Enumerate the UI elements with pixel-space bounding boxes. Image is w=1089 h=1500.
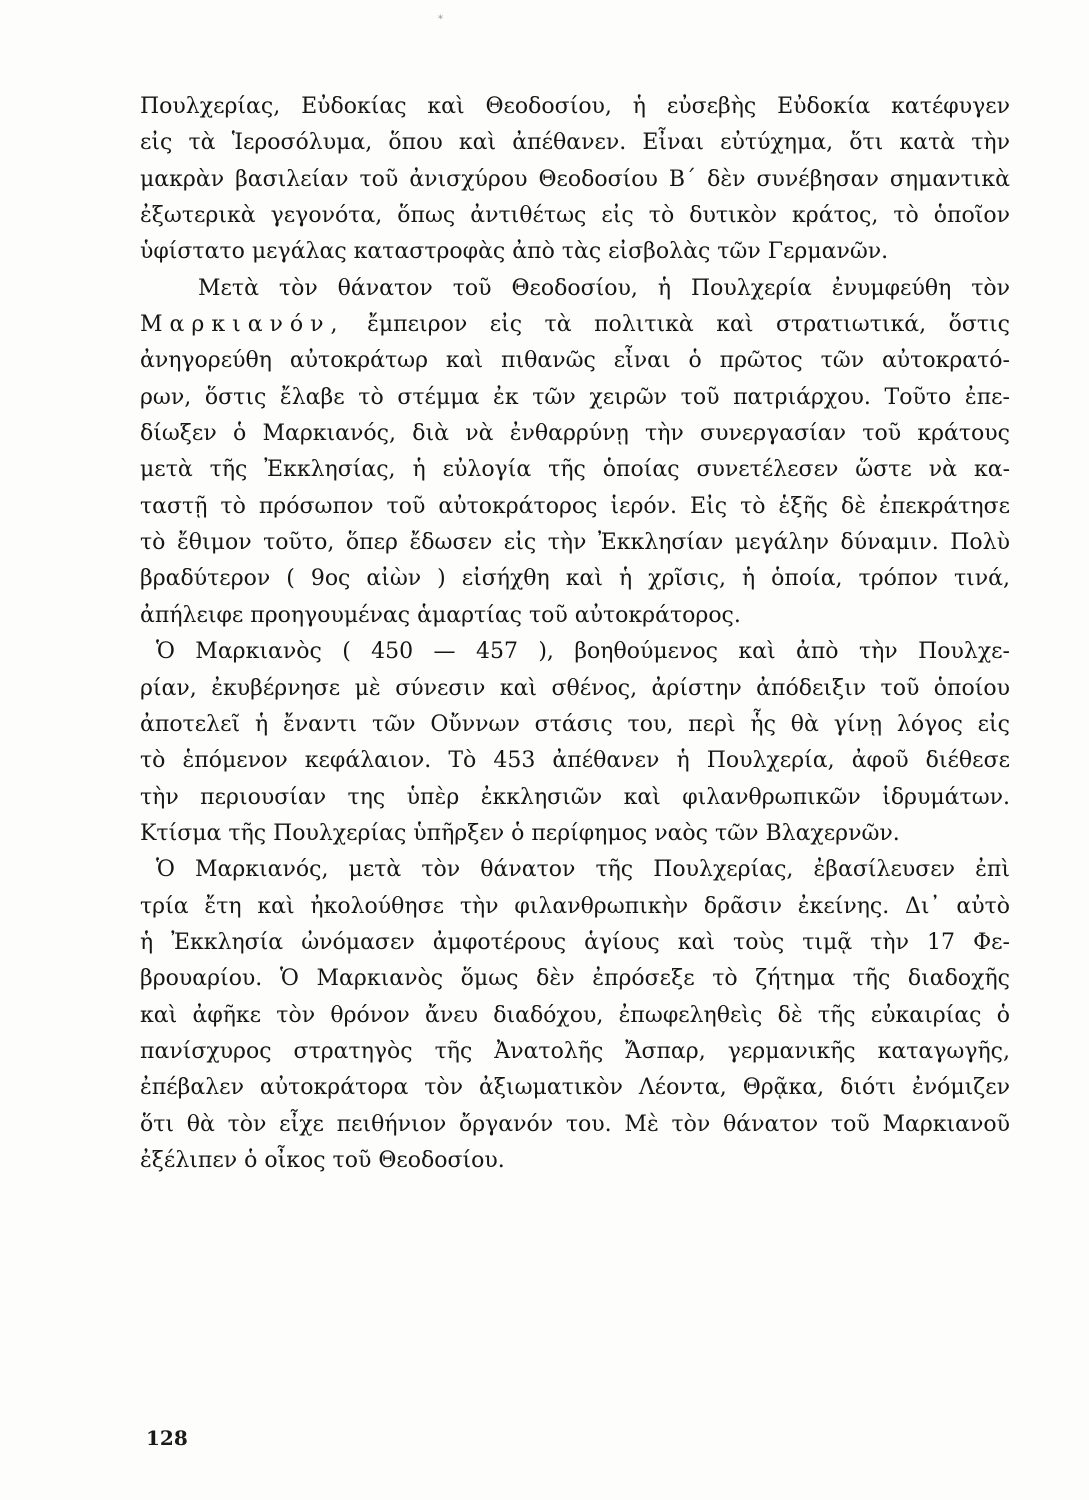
text-line: τὸ ἔθιμον τοῦτο, ὅπερ ἔδωσεν εἰς τὴν Ἐκκλησίαν μεγάλην δύναμιν. Πολὺ	[140, 530, 1010, 556]
text-line: μακρὰν βασιλείαν τοῦ ἀνισχύρου Θεοδοσίου Β΄ δὲν συνέβησαν σημαντικὰ	[140, 166, 1010, 192]
page-number: 128	[146, 1426, 188, 1450]
text-line: βρουαρίου. Ὁ Μαρκιανὸς ὅμως δὲν ἐπρόσεξε τὸ ζήτημα τῆς διαδοχῆς	[140, 966, 1010, 992]
text-line: πανίσχυρος στρατηγὸς τῆς Ἀνατολῆς Ἄσπαρ, γερμανικῆς καταγωγῆς,	[140, 1038, 1010, 1064]
text-line: εἰς τὰ Ἱεροσόλυμα, ὅπου καὶ ἀπέθανεν. Εἶναι εὐτύχημα, ὅτι κατὰ τὴν	[140, 130, 1010, 156]
text-line: Ὁ Μαρκιανὸς ( 450 — 457 ), βοηθούμενος καὶ ἀπὸ τὴν Πουλχε-	[156, 639, 1010, 665]
text-line: τρία ἔτη καὶ ἠκολούθησε τὴν φιλανθρωπικὴν δρᾶσιν ἐκείνης. Δι᾽ αὐτὸ	[140, 893, 1010, 919]
bleed-mark: *	[438, 14, 443, 25]
text-line: μετὰ τῆς Ἐκκλησίας, ἡ εὐλογία τῆς ὁποίας συνετέλεσεν ὥστε νὰ κα-	[140, 457, 1010, 483]
text-line: τὸ ἑπόμενον κεφάλαιον. Τὸ 453 ἀπέθανεν ἡ Πουλχερία, ἀφοῦ διέθεσε	[140, 748, 1010, 774]
spaced-name: Μαρκιανόν,	[140, 312, 345, 338]
text-line: τὴν περιουσίαν της ὑπὲρ ἐκκλησιῶν καὶ φιλανθρωπικῶν ἱδρυμάτων.	[140, 784, 1010, 810]
text-line: ἀνηγορεύθη αὐτοκράτωρ καὶ πιθανῶς εἶναι ὁ πρῶτος τῶν αὐτοκρατό-	[140, 348, 1010, 374]
text-line: Κτίσμα τῆς Πουλχερίας ὑπῆρξεν ὁ περίφημος ναὸς τῶν Βλαχερνῶν.	[140, 820, 900, 846]
text-line: Πουλχερίας, Εὐδοκίας καὶ Θεοδοσίου, ἡ εὐσεβὴς Εὐδοκία κατέφυγεν	[140, 94, 1010, 119]
text-line: δίωξεν ὁ Μαρκιανός, διὰ νὰ ἐνθαρρύνῃ τὴν συνεργασίαν τοῦ κράτους	[140, 421, 1010, 447]
text-line: καὶ ἀφῆκε τὸν θρόνον ἄνευ διαδόχου, ἐπωφεληθεὶς δὲ τῆς εὐκαιρίας ὁ	[140, 1002, 1010, 1028]
text-line: ἀποτελεῖ ἡ ἔναντι τῶν Οὔννων στάσις του, περὶ ἧς θὰ γίνῃ λόγος εἰς	[140, 711, 1010, 737]
text-line: ρίαν, ἐκυβέρνησε μὲ σύνεσιν καὶ σθένος, ἀρίστην ἀπόδειξιν τοῦ ὁποίου	[140, 675, 1010, 701]
text-line: ἡ Ἐκκλησία ὠνόμασεν ἀμφοτέρους ἁγίους καὶ τοὺς τιμᾷ τὴν 17 Φε-	[140, 929, 1010, 955]
text-line: ὅτι θὰ τὸν εἶχε πειθήνιον ὄργανόν του. Μὲ τὸν θάνατον τοῦ Μαρκιανοῦ	[140, 1111, 1010, 1137]
text-line: ταστῇ τὸ πρόσωπον τοῦ αὐτοκράτορος ἱερόν. Εἰς τὸ ἑξῆς δὲ ἐπεκράτησε	[140, 493, 1010, 519]
text-line: βραδύτερον ( 9ος αἰὼν ) εἰσήχθη καὶ ἡ χρῖσις, ἡ ὁποία, τρόπον τινά,	[140, 566, 1010, 592]
text-line: Ὁ Μαρκιανός, μετὰ τὸν θάνατον τῆς Πουλχερίας, ἐβασίλευσεν ἐπὶ	[156, 857, 1010, 883]
text-line: ὑφίστατο μεγάλας καταστροφὰς ἀπὸ τὰς εἰσβολὰς τῶν Γερμανῶν.	[140, 239, 889, 265]
body-text	[140, 89, 1010, 1179]
text-line: ἀπήλειφε προηγουμένας ἁμαρτίας τοῦ αὐτοκράτορος.	[140, 602, 741, 628]
text-line	[140, 307, 1010, 343]
text-line: ἐπέβαλεν αὐτοκράτορα τὸν ἀξιωματικὸν Λέοντα, Θρᾷκα, διότι ἐνόμιζεν	[140, 1075, 1010, 1101]
text-line: ἐξέλιπεν ὁ οἶκος τοῦ Θεοδοσίου.	[140, 1147, 505, 1173]
text-line: ρων, ὅστις ἔλαβε τὸ στέμμα ἐκ τῶν χειρῶν τοῦ πατριάρχου. Τοῦτο ἐπε-	[140, 384, 1010, 410]
text-span: ἔμπειρον εἰς τὰ πολιτικὰ καὶ στρατιωτικά, ὅστις	[367, 312, 1011, 338]
text-line: ἐξωτερικὰ γεγονότα, ὅπως ἀντιθέτως εἰς τὸ δυτικὸν κράτος, τὸ ὁποῖον	[140, 203, 1010, 229]
text-line: Μετὰ τὸν θάνατον τοῦ Θεοδοσίου, ἡ Πουλχερία ἐνυμφεύθη τὸν	[198, 275, 1010, 301]
